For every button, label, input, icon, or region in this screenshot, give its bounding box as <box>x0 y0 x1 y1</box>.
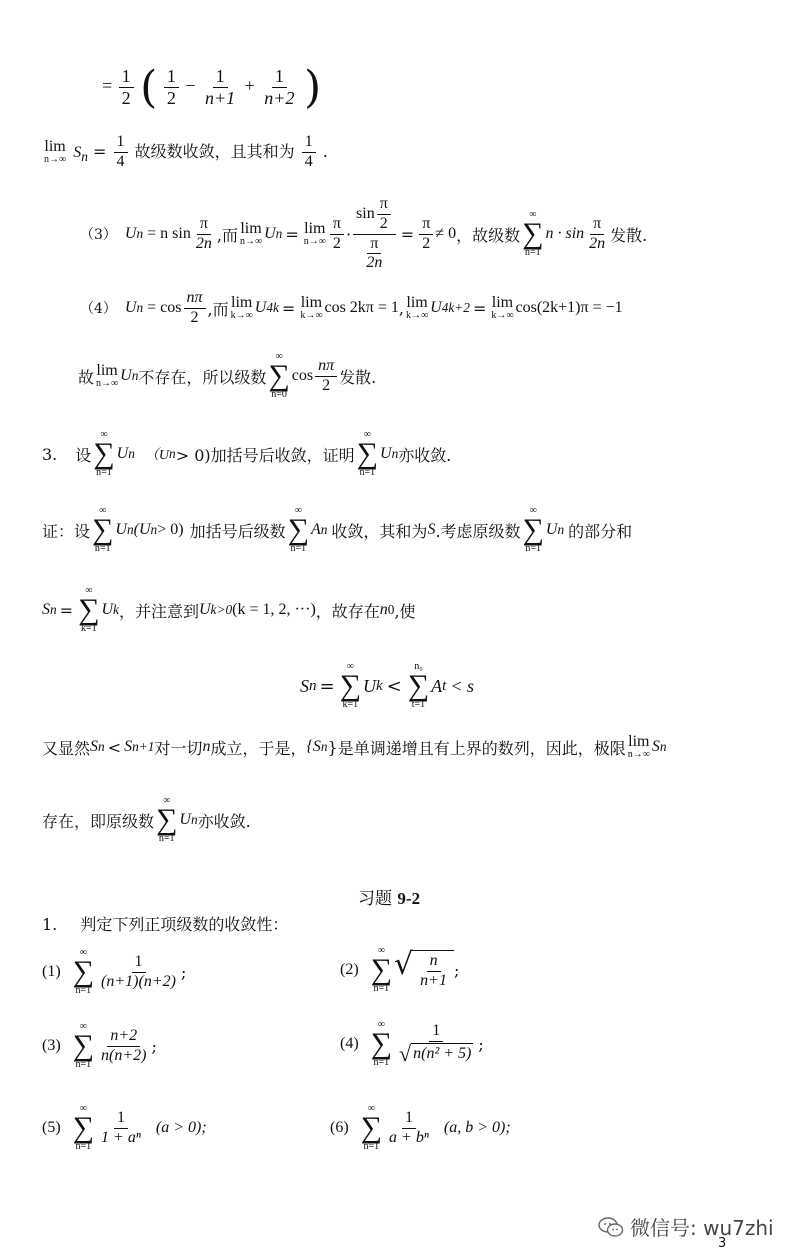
wechat-watermark: 微信号: wu7zhi <box>598 1212 774 1241</box>
proof-line-1: 证：设 ∞ ∑ n=1 U n (U n > 0) 加括号后级数 ∞ ∑ n=1 A n 收敛，其和为 S .考虑原级数 ∞ ∑ n=1 U n 的部分和 <box>42 505 633 554</box>
item-4-conclusion: 故 lim n→∞ U n 不存在，所以级数 ∞ ∑ n=0 cos $\frac{n\pi}{2}$ 发散. <box>78 351 377 400</box>
square-root: √ $\frac{n}{n+1}$ <box>394 950 454 990</box>
item-4-equation: （4） U n = cos $\frac{n\pi}{2}$ ,而 lim k→∞ U 4k = lim k→∞ cos 2kπ = 1 , lim k→∞ U 4k+2 = lim k→∞ cos(2k+1)π = −1 <box>80 289 623 326</box>
exercise-item-5: (5) ∞ ∑ n=1 $\frac{1}{\text{1 + aⁿ}}$ (a > 0); <box>42 1103 207 1152</box>
limit-conclusion: lim n→∞ $S_n$ = $\frac{1}{4}$ 故级数收敛，且其和为 $\frac{1}{4}$ . <box>44 133 328 170</box>
proof-inequality: S n = ∞ ∑ k=1 U k < n₀ ∑ t=1 A t < s <box>300 661 474 710</box>
section-title: 习题 9-2 <box>358 889 421 909</box>
proof-line-5: 存在，即原级数 ∞ ∑ n=1 U n 亦收敛. <box>42 795 251 844</box>
equation-partial-sum: = $\frac{1}{2}$ ( $\frac{1}{2}$ − $\frac{1}{n+1}$ + $\frac{1}{n+2}$ ) <box>102 62 322 113</box>
nested-fraction: sin $\frac{\pi}{2}$ $\frac{\pi}{2n}$ <box>353 196 396 272</box>
exercise-item-6: (6) ∞ ∑ n=1 $\frac{1}{\text{a + bⁿ}}$ (a, b > 0); <box>330 1103 511 1152</box>
fraction: $\frac{1}{2}$ <box>119 67 134 108</box>
proof-line-2: S n = ∞ ∑ k=1 U k ，并注意到 U k>0 (k = 1, 2, ···) ，故存在 n 0 ,使 <box>42 585 416 634</box>
wechat-icon <box>598 1216 624 1238</box>
sum-symbol: ∞ ∑ n=1 <box>522 209 544 259</box>
exercise-item-2: (2) ∞ ∑ n=1 √ $\frac{n}{n+1}$ ; <box>340 945 460 994</box>
left-paren: ( <box>140 62 158 113</box>
exercise-item-1: (1) ∞ ∑ n=1 $\frac{1}{(n+1)(n+2)}$ ; <box>42 947 187 996</box>
page-number: 3 <box>718 1236 727 1251</box>
item-3-equation: （3） U n = n sin $\frac{\pi}{2n}$ ,而 lim n→∞ U n = lim n→∞ $\frac{\pi}{2}$ · sin $\frac{\pi}{2}$ $\frac{\pi}{2n}$ = $\frac{\pi}{2}$ ≠ 0 ，故级数 ∞ ∑ n=1 n · sin $\frac{\pi}{2n}$ 发散. <box>80 195 648 272</box>
proof-line-4: 又显然 S n < S n+1 对一切 n 成立，于是， {S n } 是单调递增且有上界的数列，因此，极限 lim n→∞ S n <box>42 733 667 760</box>
exercise-item-4: (4) ∞ ∑ n=1 1 √ n(n² + 5) ; <box>340 1019 484 1068</box>
exercise-1-statement: 1. 判定下列正项级数的收敛性： <box>42 915 289 934</box>
right-paren: ) <box>303 62 322 113</box>
exercise-item-3: (3) ∞ ∑ n=1 $\frac{n+2}{n(n+2)}$ ; <box>42 1021 157 1070</box>
question-3: 3. 设 ∞ ∑ n=1 U n （U n > 0)加括号后收敛，证明 ∞ ∑ n=1 U n 亦收敛. <box>42 429 452 478</box>
